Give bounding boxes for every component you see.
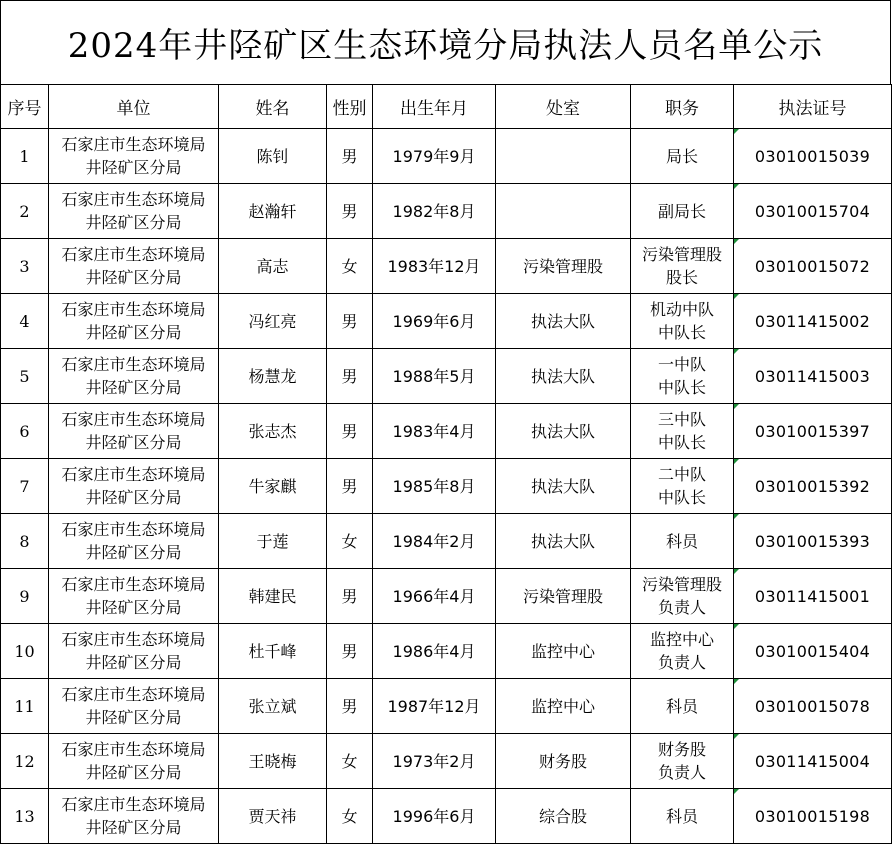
cell-name: 杜千峰	[219, 624, 327, 679]
cell-duty	[631, 294, 734, 349]
cell-name: 韩建民	[219, 569, 327, 624]
duty-line-2: 中队长	[657, 323, 706, 342]
cell-seq: 2	[1, 184, 49, 239]
header-gender: 性别	[327, 85, 373, 129]
duty-line-2: 负责人	[657, 598, 706, 617]
duty-line-1: 局长	[665, 146, 698, 166]
cell-office: 执法大队	[496, 349, 631, 404]
cell-duty	[631, 569, 734, 624]
cell-office: 监控中心	[496, 624, 631, 679]
cert-number: 03010015393	[754, 531, 871, 551]
unit-line-2: 井陉矿区分局	[85, 158, 182, 177]
cell-seq: 5	[1, 349, 49, 404]
cell-duty	[631, 239, 734, 294]
table-row	[1, 404, 892, 459]
unit-line-1: 石家庄市生态环境局	[61, 245, 206, 264]
cell-cert	[734, 349, 892, 404]
unit-line-1: 石家庄市生态环境局	[61, 520, 206, 539]
cell-name: 牛家麒	[219, 459, 327, 514]
header-row	[1, 85, 892, 129]
cell-seq: 8	[1, 514, 49, 569]
cell-duty	[631, 734, 734, 789]
cell-seq: 4	[1, 294, 49, 349]
cell-duty	[631, 624, 734, 679]
duty-line-2: 中队长	[657, 378, 706, 397]
cell-marker-icon	[734, 184, 739, 189]
cell-unit	[49, 514, 219, 569]
cell-birth: 1984年2月	[373, 514, 496, 569]
cell-birth: 1988年5月	[373, 349, 496, 404]
cell-birth: 1966年4月	[373, 569, 496, 624]
cell-unit	[49, 679, 219, 734]
header-name: 姓名	[219, 85, 327, 129]
unit-line-2: 井陉矿区分局	[85, 598, 182, 617]
header-unit: 单位	[49, 85, 219, 129]
cell-unit	[49, 624, 219, 679]
cell-unit	[49, 184, 219, 239]
duty-line-2: 股长	[665, 268, 698, 287]
cell-seq: 12	[1, 734, 49, 789]
cert-number: 03010015039	[754, 146, 871, 166]
unit-line-1: 石家庄市生态环境局	[61, 630, 206, 649]
cell-gender: 男	[327, 679, 373, 734]
cell-unit	[49, 789, 219, 844]
cell-cert	[734, 789, 892, 844]
cell-office: 污染管理股	[496, 569, 631, 624]
cell-birth: 1983年12月	[373, 239, 496, 294]
table-row	[1, 679, 892, 734]
cell-gender: 男	[327, 129, 373, 184]
unit-line-1: 石家庄市生态环境局	[61, 740, 206, 759]
cell-marker-icon	[734, 404, 739, 409]
cell-gender: 女	[327, 514, 373, 569]
cert-number: 03011415004	[754, 751, 871, 771]
unit-line-2: 井陉矿区分局	[85, 653, 182, 672]
unit-line-1: 石家庄市生态环境局	[61, 410, 206, 429]
cell-duty	[631, 679, 734, 734]
cell-birth: 1986年4月	[373, 624, 496, 679]
cell-seq: 7	[1, 459, 49, 514]
cell-marker-icon	[734, 569, 739, 574]
cell-duty	[631, 184, 734, 239]
duty-line-1: 一中队	[657, 355, 706, 374]
duty-line-1: 科员	[665, 531, 698, 551]
cell-duty	[631, 404, 734, 459]
cell-cert	[734, 294, 892, 349]
cell-seq: 9	[1, 569, 49, 624]
cell-duty	[631, 459, 734, 514]
cell-gender: 男	[327, 184, 373, 239]
cell-gender: 男	[327, 459, 373, 514]
cert-number: 03010015404	[754, 641, 871, 661]
table-row	[1, 789, 892, 844]
cell-office: 执法大队	[496, 294, 631, 349]
unit-line-1: 石家庄市生态环境局	[61, 300, 206, 319]
duty-line-1: 科员	[665, 806, 698, 826]
unit-line-2: 井陉矿区分局	[85, 763, 182, 782]
cell-gender: 男	[327, 569, 373, 624]
unit-line-1: 石家庄市生态环境局	[61, 190, 206, 209]
duty-line-1: 机动中队	[649, 300, 714, 319]
cert-number: 03010015397	[754, 421, 871, 441]
cell-cert	[734, 734, 892, 789]
table-row	[1, 239, 892, 294]
unit-line-1: 石家庄市生态环境局	[61, 795, 206, 814]
cell-seq: 10	[1, 624, 49, 679]
cell-unit	[49, 129, 219, 184]
duty-line-2: 负责人	[657, 653, 706, 672]
cell-unit	[49, 734, 219, 789]
cell-office: 监控中心	[496, 679, 631, 734]
cell-name: 张志杰	[219, 404, 327, 459]
table-row	[1, 569, 892, 624]
duty-line-1: 财务股	[657, 740, 706, 759]
personnel-table	[0, 84, 892, 844]
cell-office: 污染管理股	[496, 239, 631, 294]
cell-name: 王晓梅	[219, 734, 327, 789]
cell-duty	[631, 349, 734, 404]
duty-line-1: 三中队	[657, 410, 706, 429]
header-cert: 执法证号	[734, 85, 892, 129]
table-body	[1, 129, 892, 844]
table-row	[1, 349, 892, 404]
duty-line-2: 中队长	[657, 488, 706, 507]
header-birth: 出生年月	[373, 85, 496, 129]
unit-line-2: 井陉矿区分局	[85, 818, 182, 837]
cell-office: 执法大队	[496, 514, 631, 569]
unit-line-1: 石家庄市生态环境局	[61, 465, 206, 484]
unit-line-2: 井陉矿区分局	[85, 378, 182, 397]
table-row	[1, 514, 892, 569]
cert-number: 03011415001	[754, 586, 871, 606]
cell-unit	[49, 459, 219, 514]
duty-line-1: 科员	[665, 696, 698, 716]
cell-birth: 1969年6月	[373, 294, 496, 349]
cell-birth: 1996年6月	[373, 789, 496, 844]
header-seq: 序号	[1, 85, 49, 129]
cell-birth: 1985年8月	[373, 459, 496, 514]
cell-seq: 3	[1, 239, 49, 294]
cert-number: 03010015704	[754, 201, 871, 221]
cell-office	[496, 184, 631, 239]
cell-cert	[734, 679, 892, 734]
cell-marker-icon	[734, 679, 739, 684]
cell-name: 张立斌	[219, 679, 327, 734]
cell-gender: 女	[327, 239, 373, 294]
unit-line-1: 石家庄市生态环境局	[61, 685, 206, 704]
header-duty: 职务	[631, 85, 734, 129]
cell-cert	[734, 404, 892, 459]
cell-office: 执法大队	[496, 459, 631, 514]
unit-line-1: 石家庄市生态环境局	[61, 135, 206, 154]
unit-line-1: 石家庄市生态环境局	[61, 355, 206, 374]
unit-line-2: 井陉矿区分局	[85, 488, 182, 507]
cell-unit	[49, 349, 219, 404]
unit-line-2: 井陉矿区分局	[85, 543, 182, 562]
cell-name: 陈钊	[219, 129, 327, 184]
duty-line-1: 污染管理股	[641, 575, 722, 594]
cell-marker-icon	[734, 624, 739, 629]
cell-seq: 6	[1, 404, 49, 459]
header-office: 处室	[496, 85, 631, 129]
cell-gender: 男	[327, 404, 373, 459]
cell-cert	[734, 624, 892, 679]
table-row	[1, 734, 892, 789]
cell-office: 财务股	[496, 734, 631, 789]
table-row	[1, 129, 892, 184]
cell-duty	[631, 789, 734, 844]
unit-line-1: 石家庄市生态环境局	[61, 575, 206, 594]
cell-birth: 1987年12月	[373, 679, 496, 734]
cell-unit	[49, 294, 219, 349]
cell-name: 杨慧龙	[219, 349, 327, 404]
cell-cert	[734, 569, 892, 624]
unit-line-2: 井陉矿区分局	[85, 708, 182, 727]
cell-duty	[631, 129, 734, 184]
table-row	[1, 294, 892, 349]
cell-name: 高志	[219, 239, 327, 294]
table-row	[1, 459, 892, 514]
cell-gender: 男	[327, 624, 373, 679]
cell-birth: 1979年9月	[373, 129, 496, 184]
cell-marker-icon	[734, 239, 739, 244]
duty-line-1: 监控中心	[649, 630, 714, 649]
cell-gender: 男	[327, 294, 373, 349]
cell-cert	[734, 459, 892, 514]
cell-cert	[734, 129, 892, 184]
cell-unit	[49, 239, 219, 294]
cert-number: 03010015072	[754, 256, 871, 276]
cell-gender: 男	[327, 349, 373, 404]
unit-line-2: 井陉矿区分局	[85, 433, 182, 452]
cert-number: 03010015198	[754, 806, 871, 826]
cell-marker-icon	[734, 294, 739, 299]
unit-line-2: 井陉矿区分局	[85, 213, 182, 232]
duty-line-1: 副局长	[657, 201, 706, 221]
cell-seq: 11	[1, 679, 49, 734]
cell-marker-icon	[734, 129, 739, 134]
cell-seq: 13	[1, 789, 49, 844]
cell-birth: 1982年8月	[373, 184, 496, 239]
table-row	[1, 624, 892, 679]
cell-marker-icon	[734, 734, 739, 739]
cell-birth: 1983年4月	[373, 404, 496, 459]
cert-number: 03011415003	[754, 366, 871, 386]
cell-name: 贾天祎	[219, 789, 327, 844]
cell-cert	[734, 184, 892, 239]
duty-line-1: 二中队	[657, 465, 706, 484]
cell-cert	[734, 239, 892, 294]
cell-marker-icon	[734, 349, 739, 354]
cert-number: 03011415002	[754, 311, 871, 331]
duty-line-2: 中队长	[657, 433, 706, 452]
duty-line-2: 负责人	[657, 763, 706, 782]
cell-seq: 1	[1, 129, 49, 184]
table-row	[1, 184, 892, 239]
unit-line-2: 井陉矿区分局	[85, 323, 182, 342]
page-title: 2024年井陉矿区生态环境分局执法人员名单公示	[0, 0, 891, 85]
cell-office	[496, 129, 631, 184]
cell-marker-icon	[734, 789, 739, 794]
cell-cert	[734, 514, 892, 569]
cell-gender: 女	[327, 789, 373, 844]
cell-duty	[631, 514, 734, 569]
duty-line-1: 污染管理股	[641, 245, 722, 264]
cell-name: 赵瀚轩	[219, 184, 327, 239]
cert-number: 03010015078	[754, 696, 871, 716]
cell-unit	[49, 404, 219, 459]
cert-number: 03010015392	[754, 476, 871, 496]
cell-gender: 女	[327, 734, 373, 789]
cell-name: 于莲	[219, 514, 327, 569]
cell-marker-icon	[734, 514, 739, 519]
cell-office: 执法大队	[496, 404, 631, 459]
cell-name: 冯红亮	[219, 294, 327, 349]
cell-birth: 1973年2月	[373, 734, 496, 789]
cell-marker-icon	[734, 459, 739, 464]
cell-unit	[49, 569, 219, 624]
cell-office: 综合股	[496, 789, 631, 844]
unit-line-2: 井陉矿区分局	[85, 268, 182, 287]
